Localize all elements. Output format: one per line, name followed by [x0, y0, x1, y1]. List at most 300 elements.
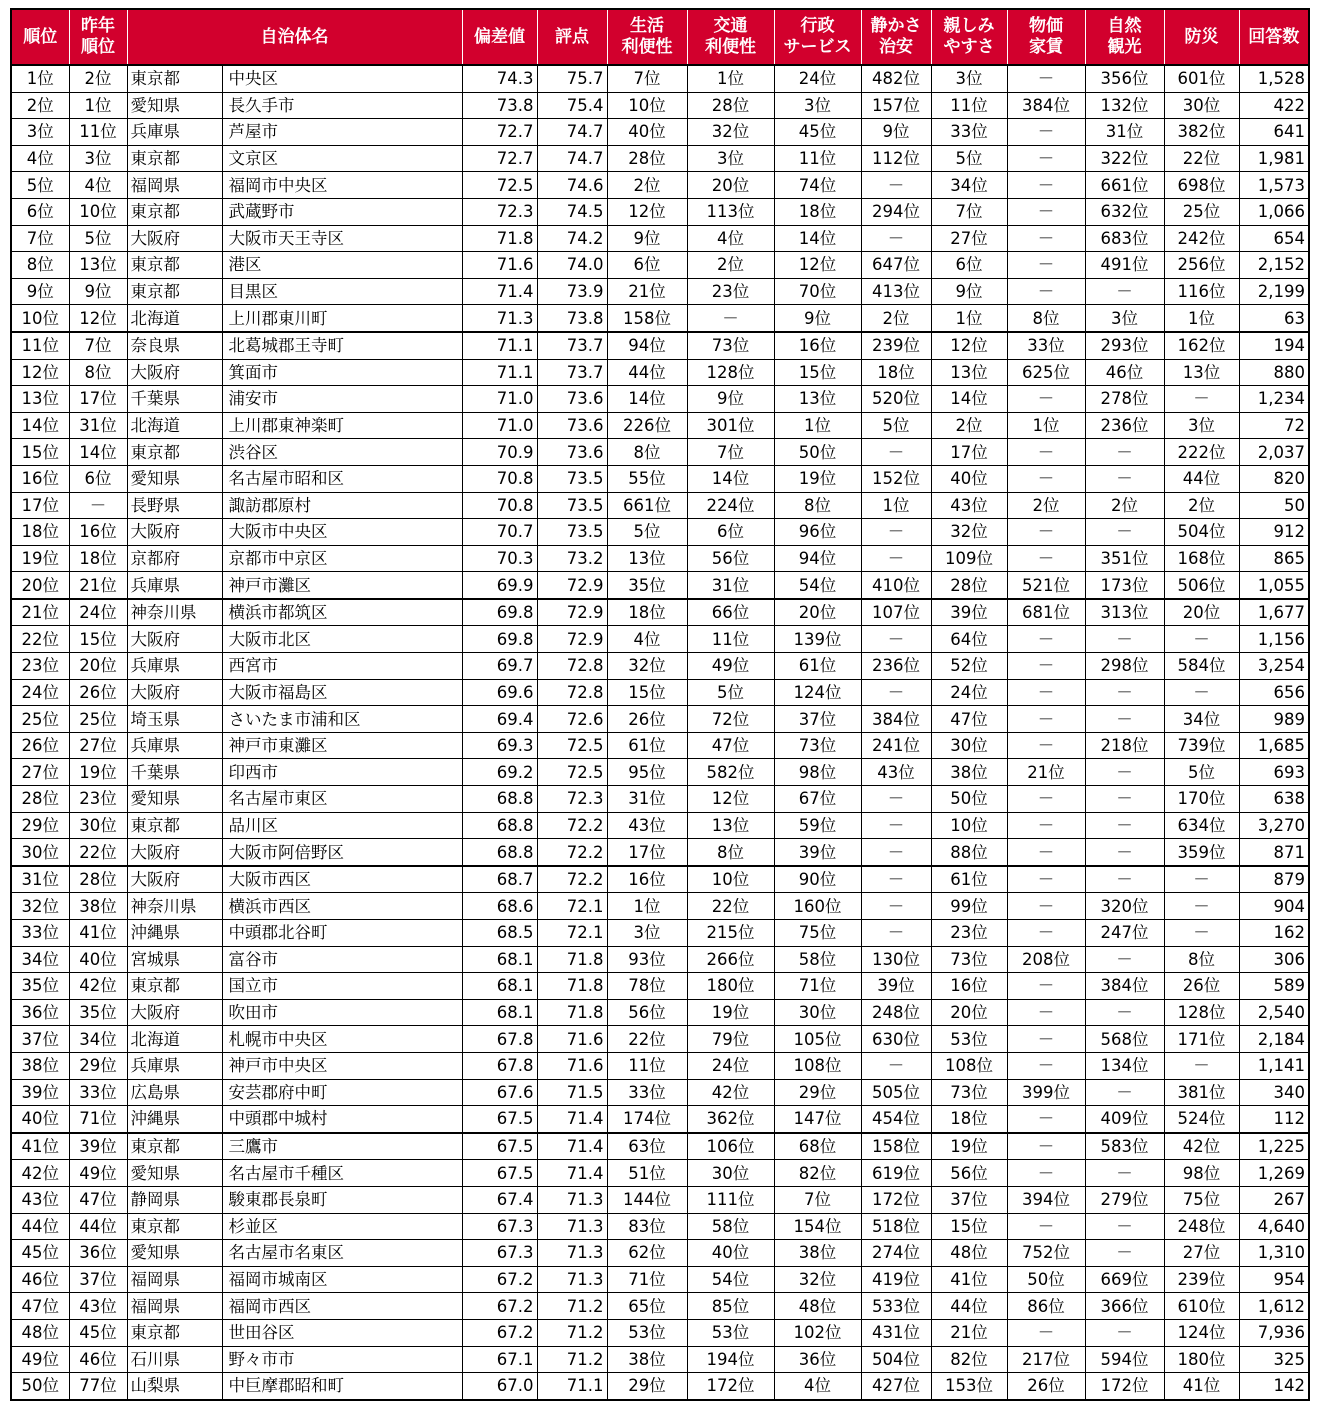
cell-responses: 4,640 [1239, 1213, 1309, 1240]
cell-prefecture: 神奈川県 [127, 599, 222, 626]
cell-prices-rent: － [1007, 519, 1085, 546]
cell-nature-tourism: 218位 [1085, 732, 1164, 759]
cell-deviation: 69.8 [462, 626, 537, 653]
cell-quiet-safety: － [861, 920, 931, 947]
cell-prefecture: 東京都 [127, 812, 222, 839]
cell-last-year-rank: 49位 [69, 1160, 127, 1187]
cell-prices-rent: － [1007, 786, 1085, 813]
cell-nature-tourism: － [1085, 465, 1164, 492]
cell-rank: 45位 [11, 1240, 69, 1267]
cell-friendliness: 32位 [931, 519, 1007, 546]
table-row [11, 1079, 1309, 1106]
cell-administrative-services: 12位 [774, 252, 861, 279]
cell-deviation: 71.0 [462, 412, 537, 439]
cell-score: 72.9 [537, 626, 607, 653]
cell-friendliness: 15位 [931, 1213, 1007, 1240]
cell-responses: 2,152 [1239, 252, 1309, 279]
table-row [11, 1160, 1309, 1187]
cell-quiet-safety: 39位 [861, 973, 931, 1000]
cell-prefecture: 広島県 [127, 1079, 222, 1106]
cell-prices-rent: 394位 [1007, 1186, 1085, 1213]
cell-living-convenience: 13位 [607, 545, 687, 572]
cell-administrative-services: 73位 [774, 732, 861, 759]
cell-prefecture: 兵庫県 [127, 732, 222, 759]
cell-friendliness: 44位 [931, 1293, 1007, 1320]
cell-responses: 693 [1239, 759, 1309, 786]
table-row [11, 412, 1309, 439]
cell-prefecture: 東京都 [127, 145, 222, 172]
cell-friendliness: 28位 [931, 572, 1007, 599]
cell-score: 73.7 [537, 359, 607, 386]
cell-rank: 34位 [11, 946, 69, 973]
cell-friendliness: 18位 [931, 1106, 1007, 1133]
cell-responses: 306 [1239, 946, 1309, 973]
cell-last-year-rank: 40位 [69, 946, 127, 973]
cell-friendliness: 52位 [931, 653, 1007, 680]
cell-score: 72.3 [537, 786, 607, 813]
cell-nature-tourism: 2位 [1085, 492, 1164, 519]
cell-friendliness: 109位 [931, 545, 1007, 572]
cell-nature-tourism: 583位 [1085, 1133, 1164, 1160]
cell-score: 71.3 [537, 1213, 607, 1240]
cell-administrative-services: 15位 [774, 359, 861, 386]
cell-deviation: 67.8 [462, 1052, 537, 1079]
cell-living-convenience: 62位 [607, 1240, 687, 1267]
cell-living-convenience: 28位 [607, 145, 687, 172]
cell-prices-rent: － [1007, 653, 1085, 680]
cell-last-year-rank: 2位 [69, 65, 127, 92]
cell-deviation: 71.1 [462, 332, 537, 359]
cell-rank: 13位 [11, 386, 69, 413]
cell-municipality: 安芸郡府中町 [222, 1079, 462, 1106]
cell-friendliness: 61位 [931, 866, 1007, 893]
cell-last-year-rank: 33位 [69, 1079, 127, 1106]
cell-last-year-rank: 43位 [69, 1293, 127, 1320]
cell-transport-convenience: 42位 [687, 1079, 774, 1106]
cell-responses: 1,066 [1239, 198, 1309, 225]
cell-transport-convenience: 12位 [687, 786, 774, 813]
cell-last-year-rank: 27位 [69, 732, 127, 759]
cell-administrative-services: 105位 [774, 1026, 861, 1053]
cell-nature-tourism: 351位 [1085, 545, 1164, 572]
cell-prices-rent: － [1007, 439, 1085, 466]
header-deviation: 偏差値 [462, 9, 537, 65]
cell-quiet-safety: 172位 [861, 1186, 931, 1213]
cell-transport-convenience: 301位 [687, 412, 774, 439]
cell-municipality: 渋谷区 [222, 439, 462, 466]
cell-municipality: 浦安市 [222, 386, 462, 413]
cell-municipality: 大阪市中央区 [222, 519, 462, 546]
cell-administrative-services: 96位 [774, 519, 861, 546]
cell-nature-tourism: 384位 [1085, 973, 1164, 1000]
cell-disaster-prevention: 2位 [1164, 492, 1239, 519]
cell-last-year-rank: 36位 [69, 1240, 127, 1267]
cell-rank: 49位 [11, 1346, 69, 1373]
cell-quiet-safety: 241位 [861, 732, 931, 759]
header-transport-convenience: 交通 利便性 [687, 9, 774, 65]
table-row [11, 1213, 1309, 1240]
cell-quiet-safety: 630位 [861, 1026, 931, 1053]
cell-transport-convenience: 72位 [687, 706, 774, 733]
cell-disaster-prevention: 42位 [1164, 1133, 1239, 1160]
cell-rank: 40位 [11, 1106, 69, 1133]
cell-rank: 28位 [11, 786, 69, 813]
cell-rank: 36位 [11, 999, 69, 1026]
cell-responses: 1,573 [1239, 172, 1309, 199]
cell-nature-tourism: 356位 [1085, 65, 1164, 92]
cell-living-convenience: 29位 [607, 1373, 687, 1400]
cell-friendliness: 27位 [931, 225, 1007, 252]
cell-disaster-prevention: 20位 [1164, 599, 1239, 626]
cell-score: 72.2 [537, 839, 607, 866]
cell-last-year-rank: 12位 [69, 305, 127, 332]
cell-quiet-safety: － [861, 225, 931, 252]
cell-prefecture: 大阪府 [127, 866, 222, 893]
header-last-year-rank: 昨年 順位 [69, 9, 127, 65]
cell-rank: 7位 [11, 225, 69, 252]
cell-living-convenience: 63位 [607, 1133, 687, 1160]
cell-administrative-services: 108位 [774, 1052, 861, 1079]
cell-responses: 589 [1239, 973, 1309, 1000]
cell-prefecture: 東京都 [127, 252, 222, 279]
cell-prices-rent: － [1007, 1160, 1085, 1187]
cell-nature-tourism: － [1085, 999, 1164, 1026]
cell-quiet-safety: － [861, 679, 931, 706]
cell-nature-tourism: － [1085, 759, 1164, 786]
cell-deviation: 68.8 [462, 812, 537, 839]
cell-transport-convenience: 49位 [687, 653, 774, 680]
cell-nature-tourism: － [1085, 1319, 1164, 1346]
cell-quiet-safety: 248位 [861, 999, 931, 1026]
cell-prefecture: 大阪府 [127, 626, 222, 653]
cell-last-year-rank: 16位 [69, 519, 127, 546]
cell-deviation: 71.8 [462, 225, 537, 252]
cell-quiet-safety: 236位 [861, 653, 931, 680]
cell-deviation: 73.8 [462, 92, 537, 119]
table-row [11, 973, 1309, 1000]
cell-living-convenience: 40位 [607, 119, 687, 146]
table-row [11, 172, 1309, 199]
cell-transport-convenience: 3位 [687, 145, 774, 172]
cell-friendliness: 1位 [931, 305, 1007, 332]
cell-rank: 15位 [11, 439, 69, 466]
cell-nature-tourism: － [1085, 626, 1164, 653]
cell-living-convenience: 144位 [607, 1186, 687, 1213]
cell-responses: 871 [1239, 839, 1309, 866]
table-row [11, 653, 1309, 680]
cell-last-year-rank: 77位 [69, 1373, 127, 1400]
cell-friendliness: 17位 [931, 439, 1007, 466]
cell-disaster-prevention: 171位 [1164, 1026, 1239, 1053]
cell-quiet-safety: － [861, 519, 931, 546]
cell-responses: 638 [1239, 786, 1309, 813]
cell-quiet-safety: 274位 [861, 1240, 931, 1267]
cell-rank: 12位 [11, 359, 69, 386]
cell-municipality: 中頭郡北谷町 [222, 920, 462, 947]
cell-responses: 142 [1239, 1373, 1309, 1400]
cell-nature-tourism: 236位 [1085, 412, 1164, 439]
cell-score: 71.3 [537, 1240, 607, 1267]
cell-friendliness: 30位 [931, 732, 1007, 759]
cell-municipality: 港区 [222, 252, 462, 279]
cell-nature-tourism: 46位 [1085, 359, 1164, 386]
cell-administrative-services: 30位 [774, 999, 861, 1026]
cell-rank: 8位 [11, 252, 69, 279]
cell-last-year-rank: 28位 [69, 866, 127, 893]
cell-friendliness: 10位 [931, 812, 1007, 839]
cell-responses: 1,225 [1239, 1133, 1309, 1160]
cell-responses: 267 [1239, 1186, 1309, 1213]
cell-prices-rent: － [1007, 1052, 1085, 1079]
cell-prefecture: 大阪府 [127, 839, 222, 866]
cell-score: 73.6 [537, 386, 607, 413]
cell-last-year-rank: 18位 [69, 545, 127, 572]
cell-prefecture: 沖縄県 [127, 1106, 222, 1133]
cell-municipality: 中央区 [222, 65, 462, 92]
cell-living-convenience: 6位 [607, 252, 687, 279]
cell-last-year-rank: 30位 [69, 812, 127, 839]
cell-administrative-services: 11位 [774, 145, 861, 172]
cell-administrative-services: 16位 [774, 332, 861, 359]
cell-responses: 2,540 [1239, 999, 1309, 1026]
cell-friendliness: 21位 [931, 1319, 1007, 1346]
cell-municipality: 上川郡東神楽町 [222, 412, 462, 439]
cell-prices-rent: 50位 [1007, 1266, 1085, 1293]
cell-responses: 641 [1239, 119, 1309, 146]
cell-administrative-services: 94位 [774, 545, 861, 572]
cell-score: 74.6 [537, 172, 607, 199]
cell-friendliness: 12位 [931, 332, 1007, 359]
cell-prices-rent: － [1007, 172, 1085, 199]
cell-nature-tourism: 278位 [1085, 386, 1164, 413]
cell-living-convenience: 174位 [607, 1106, 687, 1133]
cell-friendliness: 9位 [931, 278, 1007, 305]
cell-last-year-rank: 42位 [69, 973, 127, 1000]
cell-quiet-safety: 9位 [861, 119, 931, 146]
table-row [11, 866, 1309, 893]
cell-last-year-rank: 22位 [69, 839, 127, 866]
table-row [11, 1346, 1309, 1373]
cell-prefecture: 奈良県 [127, 332, 222, 359]
cell-municipality: 富谷市 [222, 946, 462, 973]
cell-living-convenience: 7位 [607, 65, 687, 92]
cell-deviation: 71.0 [462, 386, 537, 413]
cell-disaster-prevention: 128位 [1164, 999, 1239, 1026]
cell-last-year-rank: 10位 [69, 198, 127, 225]
header-administrative-services: 行政 サービス [774, 9, 861, 65]
cell-transport-convenience: 28位 [687, 92, 774, 119]
cell-friendliness: 88位 [931, 839, 1007, 866]
table-row [11, 465, 1309, 492]
cell-friendliness: 6位 [931, 252, 1007, 279]
cell-administrative-services: 50位 [774, 439, 861, 466]
cell-responses: 1,055 [1239, 572, 1309, 599]
table-row [11, 225, 1309, 252]
cell-nature-tourism: － [1085, 866, 1164, 893]
cell-disaster-prevention: 41位 [1164, 1373, 1239, 1400]
cell-disaster-prevention: 124位 [1164, 1319, 1239, 1346]
cell-nature-tourism: 3位 [1085, 305, 1164, 332]
header-living-convenience: 生活 利便性 [607, 9, 687, 65]
cell-quiet-safety: 505位 [861, 1079, 931, 1106]
cell-municipality: 西宮市 [222, 653, 462, 680]
cell-administrative-services: 37位 [774, 706, 861, 733]
cell-prices-rent: 681位 [1007, 599, 1085, 626]
cell-deviation: 71.3 [462, 305, 537, 332]
table-row [11, 1133, 1309, 1160]
cell-administrative-services: 38位 [774, 1240, 861, 1267]
cell-deviation: 70.8 [462, 492, 537, 519]
cell-disaster-prevention: 26位 [1164, 973, 1239, 1000]
cell-prefecture: 埼玉県 [127, 706, 222, 733]
cell-rank: 19位 [11, 545, 69, 572]
cell-rank: 47位 [11, 1293, 69, 1320]
cell-living-convenience: 4位 [607, 626, 687, 653]
cell-deviation: 70.7 [462, 519, 537, 546]
header-quiet-safety: 静かさ 治安 [861, 9, 931, 65]
cell-prefecture: 宮城県 [127, 946, 222, 973]
cell-score: 73.8 [537, 305, 607, 332]
cell-living-convenience: 1位 [607, 893, 687, 920]
cell-rank: 48位 [11, 1319, 69, 1346]
cell-score: 71.4 [537, 1133, 607, 1160]
cell-municipality: 札幌市中央区 [222, 1026, 462, 1053]
cell-responses: 954 [1239, 1266, 1309, 1293]
cell-transport-convenience: 5位 [687, 679, 774, 706]
table-row [11, 92, 1309, 119]
cell-quiet-safety: － [861, 812, 931, 839]
cell-disaster-prevention: － [1164, 626, 1239, 653]
cell-nature-tourism: 313位 [1085, 599, 1164, 626]
table-row [11, 359, 1309, 386]
cell-nature-tourism: 683位 [1085, 225, 1164, 252]
cell-rank: 4位 [11, 145, 69, 172]
cell-score: 73.5 [537, 465, 607, 492]
cell-quiet-safety: 294位 [861, 198, 931, 225]
cell-transport-convenience: 31位 [687, 572, 774, 599]
cell-nature-tourism: 134位 [1085, 1052, 1164, 1079]
cell-rank: 46位 [11, 1266, 69, 1293]
cell-living-convenience: 17位 [607, 839, 687, 866]
cell-prices-rent: 625位 [1007, 359, 1085, 386]
cell-disaster-prevention: 242位 [1164, 225, 1239, 252]
cell-rank: 2位 [11, 92, 69, 119]
cell-quiet-safety: 2位 [861, 305, 931, 332]
cell-responses: 2,184 [1239, 1026, 1309, 1053]
cell-deviation: 68.1 [462, 999, 537, 1026]
cell-responses: 1,234 [1239, 386, 1309, 413]
cell-prefecture: 兵庫県 [127, 653, 222, 680]
header-rank: 順位 [11, 9, 69, 65]
cell-municipality: 北葛城郡王寺町 [222, 332, 462, 359]
cell-score: 72.2 [537, 866, 607, 893]
cell-transport-convenience: 20位 [687, 172, 774, 199]
cell-disaster-prevention: 256位 [1164, 252, 1239, 279]
cell-municipality: 杉並区 [222, 1213, 462, 1240]
cell-disaster-prevention: 601位 [1164, 65, 1239, 92]
cell-score: 72.9 [537, 572, 607, 599]
cell-last-year-rank: 34位 [69, 1026, 127, 1053]
cell-prices-rent: － [1007, 1213, 1085, 1240]
cell-deviation: 67.2 [462, 1266, 537, 1293]
cell-last-year-rank: 9位 [69, 278, 127, 305]
cell-disaster-prevention: － [1164, 920, 1239, 947]
cell-prefecture: 東京都 [127, 1319, 222, 1346]
cell-prices-rent: 752位 [1007, 1240, 1085, 1267]
cell-rank: 10位 [11, 305, 69, 332]
table-row [11, 119, 1309, 146]
cell-quiet-safety: 130位 [861, 946, 931, 973]
cell-living-convenience: 83位 [607, 1213, 687, 1240]
cell-quiet-safety: － [861, 439, 931, 466]
cell-administrative-services: 9位 [774, 305, 861, 332]
cell-living-convenience: 43位 [607, 812, 687, 839]
cell-nature-tourism: － [1085, 839, 1164, 866]
cell-prefecture: 大阪府 [127, 999, 222, 1026]
cell-prefecture: 京都府 [127, 545, 222, 572]
cell-rank: 25位 [11, 706, 69, 733]
cell-administrative-services: 61位 [774, 653, 861, 680]
cell-transport-convenience: 54位 [687, 1266, 774, 1293]
cell-municipality: 福岡市城南区 [222, 1266, 462, 1293]
cell-living-convenience: 93位 [607, 946, 687, 973]
cell-municipality: 大阪市西区 [222, 866, 462, 893]
cell-prefecture: 静岡県 [127, 1186, 222, 1213]
cell-rank: 26位 [11, 732, 69, 759]
cell-nature-tourism: 320位 [1085, 893, 1164, 920]
cell-disaster-prevention: 25位 [1164, 198, 1239, 225]
cell-transport-convenience: 2位 [687, 252, 774, 279]
cell-deviation: 68.1 [462, 946, 537, 973]
cell-municipality: 名古屋市東区 [222, 786, 462, 813]
cell-last-year-rank: 38位 [69, 893, 127, 920]
cell-municipality: 大阪市天王寺区 [222, 225, 462, 252]
cell-quiet-safety: 43位 [861, 759, 931, 786]
cell-living-convenience: 3位 [607, 920, 687, 947]
cell-administrative-services: 32位 [774, 1266, 861, 1293]
cell-disaster-prevention: 584位 [1164, 653, 1239, 680]
cell-prefecture: 千葉県 [127, 386, 222, 413]
cell-nature-tourism: － [1085, 519, 1164, 546]
cell-nature-tourism: － [1085, 439, 1164, 466]
cell-disaster-prevention: 75位 [1164, 1186, 1239, 1213]
cell-disaster-prevention: 116位 [1164, 278, 1239, 305]
table-row [11, 732, 1309, 759]
cell-prices-rent: － [1007, 65, 1085, 92]
cell-last-year-rank: 29位 [69, 1052, 127, 1079]
cell-municipality: 神戸市灘区 [222, 572, 462, 599]
cell-deviation: 69.6 [462, 679, 537, 706]
cell-prices-rent: 2位 [1007, 492, 1085, 519]
cell-administrative-services: 14位 [774, 225, 861, 252]
cell-friendliness: 2位 [931, 412, 1007, 439]
cell-responses: 3,270 [1239, 812, 1309, 839]
cell-living-convenience: 10位 [607, 92, 687, 119]
cell-living-convenience: 94位 [607, 332, 687, 359]
cell-disaster-prevention: 698位 [1164, 172, 1239, 199]
cell-prices-rent: － [1007, 812, 1085, 839]
cell-nature-tourism: 298位 [1085, 653, 1164, 680]
cell-last-year-rank: 14位 [69, 439, 127, 466]
cell-deviation: 74.3 [462, 65, 537, 92]
cell-friendliness: 50位 [931, 786, 1007, 813]
cell-prices-rent: － [1007, 732, 1085, 759]
cell-score: 75.4 [537, 92, 607, 119]
table-row [11, 839, 1309, 866]
cell-municipality: 箕面市 [222, 359, 462, 386]
cell-disaster-prevention: 239位 [1164, 1266, 1239, 1293]
cell-municipality: 世田谷区 [222, 1319, 462, 1346]
